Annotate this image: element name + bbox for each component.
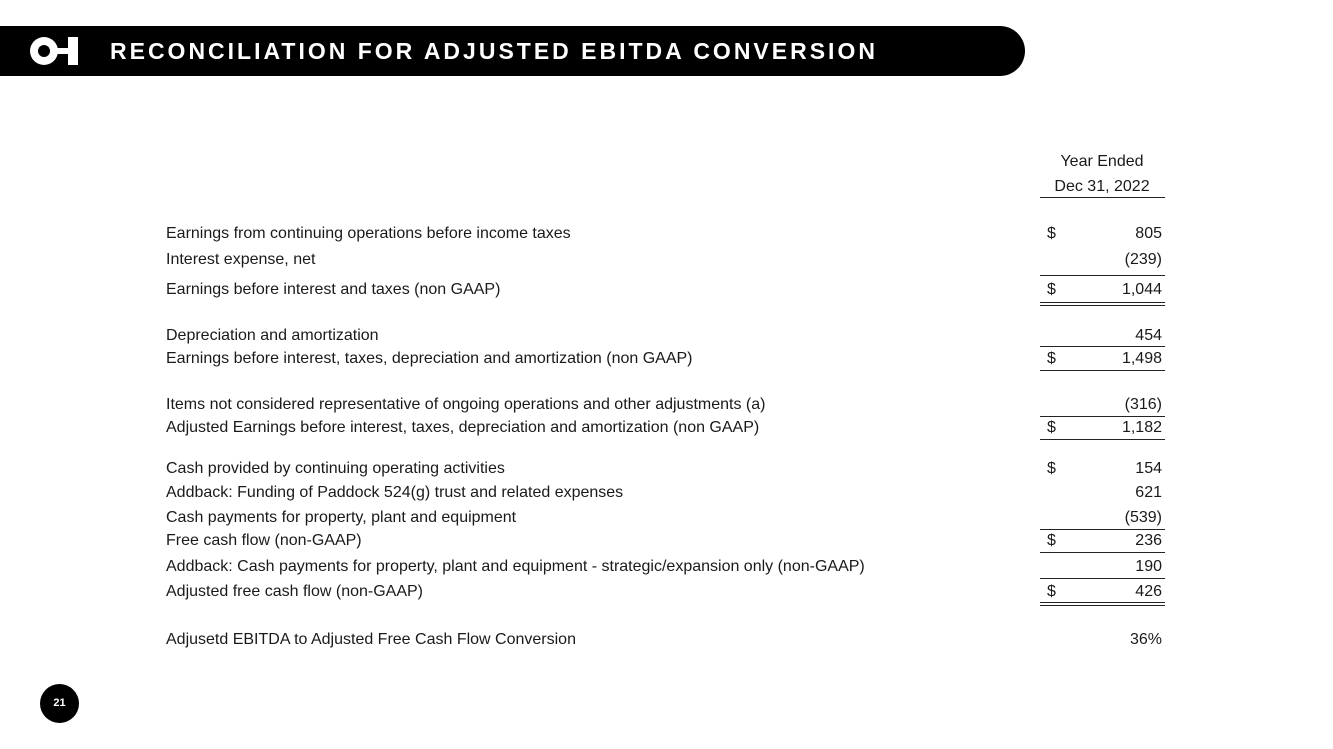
row-value: (539) — [1124, 509, 1162, 526]
row-label: Free cash flow (non-GAAP) — [166, 532, 362, 549]
row-label: Interest expense, net — [166, 251, 316, 268]
total-rule — [1040, 605, 1165, 606]
row-value: 621 — [1135, 484, 1162, 501]
row-label: Items not considered representative of ongoing operations and other adjustments (a) — [166, 396, 766, 413]
subtotal-rule — [1040, 416, 1165, 417]
total-rule — [1040, 439, 1165, 440]
oi-logo-icon — [30, 37, 82, 65]
row-value: 190 — [1135, 558, 1162, 575]
row-label: Earnings from continuing operations before income taxes — [166, 225, 571, 242]
row-label: Cash provided by continuing operating activities — [166, 460, 505, 477]
row-value: (239) — [1124, 251, 1162, 268]
row-value: 1,498 — [1121, 350, 1162, 367]
row-label: Adjusetd EBITDA to Adjusted Free Cash Flow Conversion — [166, 631, 576, 648]
subtotal-rule — [1040, 578, 1165, 579]
row-label: Addback: Funding of Paddock 524(g) trust and related expenses — [166, 484, 624, 501]
title-banner — [0, 26, 1025, 76]
row-dollar: $ — [1047, 532, 1056, 549]
column-header-line1: Year Ended — [1060, 153, 1144, 170]
row-label: Depreciation and amortization — [166, 327, 379, 344]
subtotal-rule — [1040, 275, 1165, 276]
row-label: Cash payments for property, plant and equipment — [166, 509, 517, 526]
total-rule — [1040, 302, 1165, 303]
row-label: Adjusted free cash flow (non-GAAP) — [166, 583, 424, 600]
row-dollar: $ — [1047, 350, 1056, 367]
row-dollar: $ — [1047, 225, 1056, 242]
row-value: 236 — [1135, 532, 1162, 549]
total-rule — [1040, 552, 1165, 553]
page-title: RECONCILIATION FOR ADJUSTED EBITDA CONVERSION — [110, 38, 878, 64]
total-rule — [1040, 602, 1165, 603]
row-value: 154 — [1135, 460, 1162, 477]
row-dollar: $ — [1047, 419, 1056, 436]
row-label: Addback: Cash payments for property, plant and equipment - strategic/expansion only (non-GAAP) — [166, 558, 865, 575]
header-underline — [1040, 197, 1165, 198]
subtotal-rule — [1040, 346, 1165, 347]
page-number-badge: 21 — [40, 684, 79, 723]
row-label: Adjusted Earnings before interest, taxes, depreciation and amortization (non GAAP) — [166, 419, 760, 436]
row-dollar: $ — [1047, 281, 1056, 298]
row-label: Earnings before interest and taxes (non GAAP) — [166, 281, 501, 298]
row-value: 454 — [1135, 327, 1162, 344]
subtotal-rule — [1040, 529, 1165, 530]
row-value: 805 — [1135, 225, 1162, 242]
row-value: 426 — [1135, 583, 1162, 600]
row-value: 1,044 — [1121, 281, 1162, 298]
total-rule — [1040, 305, 1165, 306]
column-header-line2: Dec 31, 2022 — [1054, 178, 1150, 195]
row-dollar: $ — [1047, 460, 1056, 477]
total-rule — [1040, 370, 1165, 371]
row-value: 1,182 — [1121, 419, 1162, 436]
row-label: Earnings before interest, taxes, depreciation and amortization (non GAAP) — [166, 350, 693, 367]
row-value: (316) — [1124, 396, 1162, 413]
row-dollar: $ — [1047, 583, 1056, 600]
row-value: 36% — [1129, 631, 1162, 648]
